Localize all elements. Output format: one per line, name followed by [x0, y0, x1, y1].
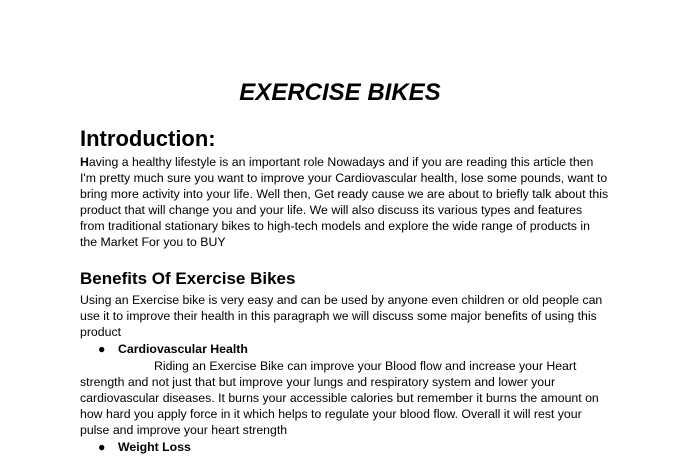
benefit-title: Cardiovascular Health: [118, 342, 248, 356]
benefit-text-cardiovascular: Riding an Exercise Bike can improve your Blood flow and increase your Heart strength and not just that but improve your lungs and respiratory system and lower your cardiovascular diseases. It burns your accessible calories but remember it burns the amount on how hard you apply force in it which helps to regulate your blood flow. Overall it will rest your pulse and improve your heart strength: [80, 359, 599, 438]
document-title: EXERCISE BIKES: [239, 79, 441, 106]
benefit-item-weight-loss: [98, 439, 191, 455]
benefit-title: Weight Loss: [118, 440, 191, 454]
bullet-icon: ●: [98, 342, 106, 356]
introduction-body: aving a healthy lifestyle is an important role Nowadays and if you are reading this article then I'm pretty much sure you want to improve your Cardiovascular health, lose some pounds, want to bring more activity into your life. Well then, Get ready cause we are about to briefly talk about this product that will change you and your life. We will also discuss its various types and features from traditional stationary bikes to high-tech models and explore the wide range of products in the Market For you to BUY: [80, 155, 609, 250]
introduction-heading: Introduction:: [80, 126, 216, 151]
benefits-heading: Benefits Of Exercise Bikes: [80, 269, 296, 288]
bullet-icon: ●: [98, 440, 106, 454]
benefit-item-cardiovascular: [98, 341, 248, 357]
introduction-paragraph: [80, 154, 610, 251]
benefits-intro-paragraph: Using an Exercise bike is very easy and can be used by anyone even children or old people can use it to improve their health in this paragraph we will discuss some major benefits of using this product: [80, 293, 603, 340]
introduction-dropcap: H: [80, 155, 89, 169]
